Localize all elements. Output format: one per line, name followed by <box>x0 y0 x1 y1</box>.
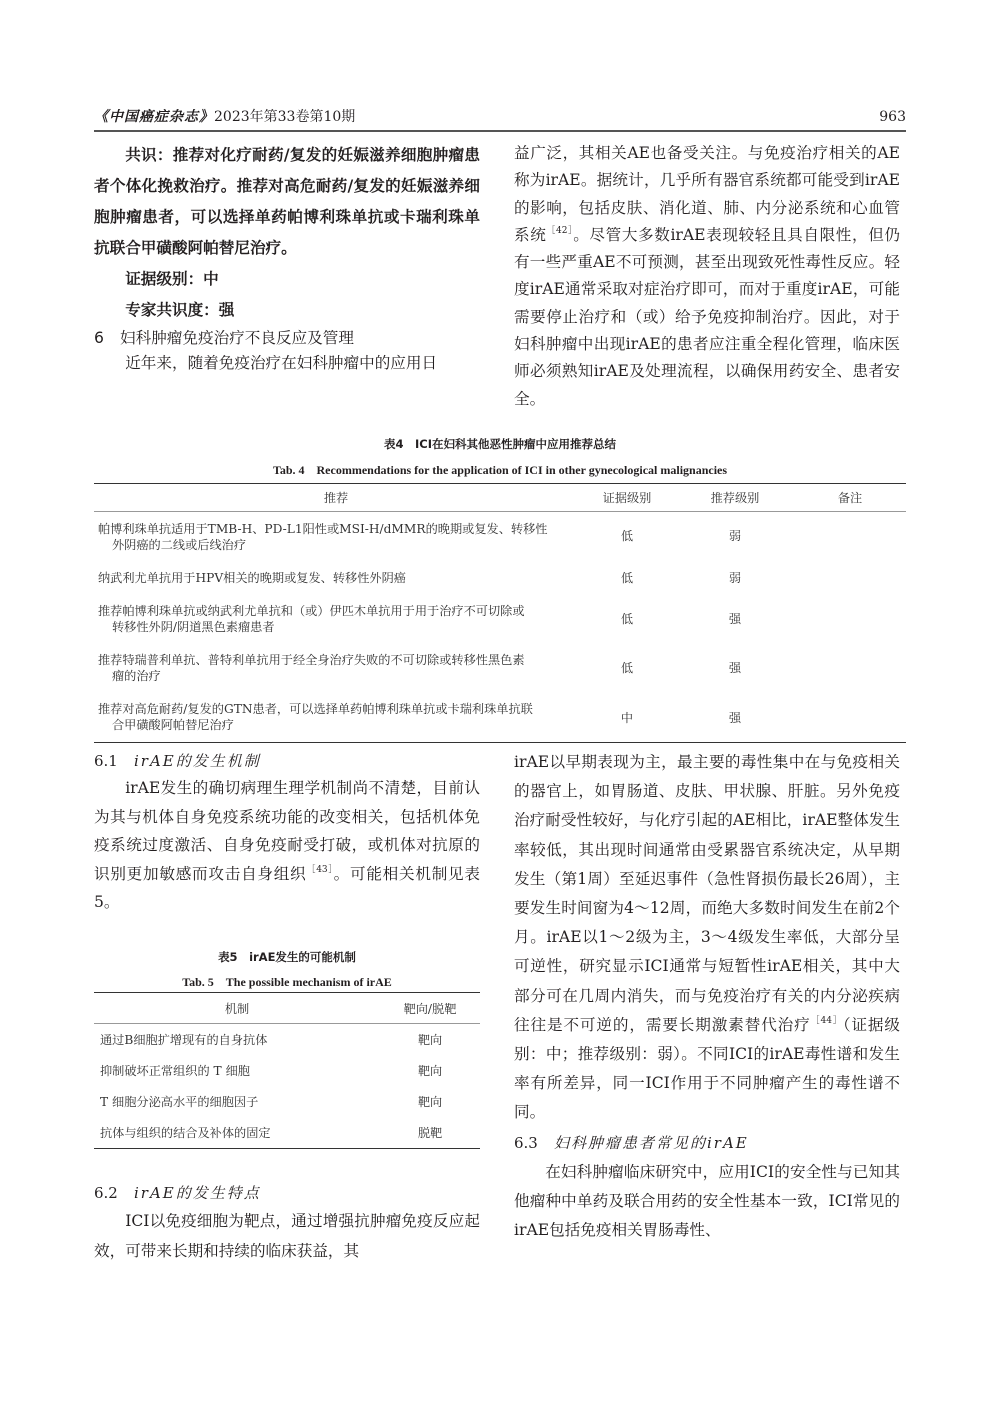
recommendation-cell <box>94 694 578 743</box>
consensus-paragraph <box>94 140 480 264</box>
section-title: 妇科肿瘤患者常见的irAE <box>554 1133 749 1152</box>
cell-text: 推荐对高危耐药/复发的GTN患者，可以选择单药帕博利珠单抗或卡瑞利珠单抗联 <box>98 702 533 716</box>
recommendation-cell <box>94 596 578 642</box>
right-column-bottom <box>514 748 900 1245</box>
table-row <box>94 1117 480 1149</box>
column-header: 备注 <box>794 484 906 512</box>
section-6-heading <box>94 326 480 350</box>
left-column-top <box>94 140 480 376</box>
citation-44[interactable]: ［44］ <box>810 1015 843 1026</box>
evidence-cell: 低 <box>620 571 634 585</box>
expert-consensus-level: 专家共识度：强 <box>125 301 235 319</box>
section-title: irAE的发生机制 <box>134 752 261 770</box>
section-6-3-heading <box>514 1128 900 1158</box>
cell-text: 瘤的治疗 <box>112 669 161 683</box>
note-cell <box>794 560 906 596</box>
note-cell <box>794 512 906 561</box>
note-cell <box>794 642 906 694</box>
target-cell: 脱靶 <box>417 1126 443 1140</box>
section-6-1-paragraph <box>94 774 480 917</box>
journal-citation <box>94 106 355 128</box>
paragraph-text: （证据级别：中；推荐级别：弱）。不同ICI的irAE毒性谱和发生率有所差异，同一ICI作用于不同肿瘤产生的毒性谱不同。 <box>514 1015 900 1122</box>
table-row <box>94 596 906 642</box>
table-4 <box>94 483 906 743</box>
grade-cell: 强 <box>728 711 742 725</box>
column-header: 推荐级别 <box>676 484 794 512</box>
right-column-top <box>514 140 900 413</box>
paragraph-text: irAE发生的确切病理生理学机制尚不清楚，目前认为其与机体自身免疫系统功能的改变相关，包括机体免疫系统过度激活、自身免疫耐受打破，或机体对抗原的识别更加敏感而攻击自身组织 <box>94 779 480 883</box>
evidence-cell: 低 <box>620 529 634 543</box>
table-header-row <box>94 993 480 1024</box>
column-header: 推荐 <box>94 484 578 512</box>
mechanism-cell: 通过B细胞扩增现有的自身抗体 <box>100 1033 268 1047</box>
target-cell: 靶向 <box>417 1095 443 1109</box>
section-number: 6.3 <box>514 1133 538 1152</box>
citation-42[interactable]: ［42］ <box>546 225 574 236</box>
table-row <box>94 694 906 743</box>
issue-info: 2023年第33卷第10期 <box>214 109 356 125</box>
column-header: 证据级别 <box>578 484 676 512</box>
table-header-row <box>94 484 906 512</box>
table-5 <box>94 992 480 1149</box>
citation-43[interactable]: ［43］ <box>306 864 334 875</box>
table-row <box>94 560 906 596</box>
cell-text: 推荐特瑞普利单抗、普特利单抗用于经全身治疗失败的不可切除或转移性黑色素 <box>98 653 525 667</box>
consensus-text: 推荐对化疗耐药/复发的妊娠滋养细胞肿瘤患者个体化挽救治疗。推荐对高危耐药/复发的妊娠滋养细胞肿瘤患者，可以选择单药帕博利珠单抗或卡瑞利珠单抗联合甲磺酸阿帕替尼治疗。 <box>94 146 480 257</box>
grade-cell: 强 <box>728 661 742 675</box>
table-5-caption-en: Tab. 5 The possible mechanism of irAE <box>182 975 392 989</box>
cell-text: 帕博利珠单抗适用于TMB-H、PD-L1阳性或MSI-H/dMMR的晚期或复发、转移性 <box>98 522 548 536</box>
section-number: 6.1 <box>94 752 118 770</box>
column-header: 靶向/脱靶 <box>380 993 480 1024</box>
cell-text: 外阴癌的二线或后线治疗 <box>112 538 247 552</box>
journal-name: 《中国癌症杂志》 <box>94 109 214 125</box>
header-divider <box>94 130 906 132</box>
table-5-caption-cn: 表5 irAE发生的可能机制 <box>218 950 356 964</box>
note-cell <box>794 694 906 743</box>
section-number: 6.2 <box>94 1184 118 1202</box>
mechanism-cell: T 细胞分泌高水平的细胞因子 <box>100 1095 259 1109</box>
cell-text: 转移性外阴/阴道黑色素瘤患者 <box>112 620 275 634</box>
paragraph-text: 益广泛，其相关AE也备受关注。与免疫治疗相关的AE称为irAE。据统计，几乎所有器官系统都可能受到irAE的影响，包括皮肤、消化道、肺、内分泌系统和心血管系统 <box>514 144 900 244</box>
recommendation-cell <box>94 560 578 596</box>
left-column-bottom <box>94 748 480 917</box>
section-6-paragraph-continued <box>514 140 900 413</box>
section-6-2-heading <box>94 1180 480 1206</box>
running-header <box>94 106 906 128</box>
mechanism-cell: 抑制破坏正常组织的 T 细胞 <box>100 1064 250 1078</box>
grade-cell: 弱 <box>728 529 742 543</box>
left-column-bottom-2 <box>94 1180 480 1266</box>
section-6-2-paragraph: ICI以免疫细胞为靶点，通过增强抗肿瘤免疫反应起效，可带来长期和持续的临床获益，其 <box>94 1212 480 1260</box>
table-4-caption-cn: 表4 ICI在妇科其他恶性肿瘤中应用推荐总结 <box>384 437 616 451</box>
target-cell: 靶向 <box>417 1033 443 1047</box>
cell-text: 推荐帕博利珠单抗或纳武利尤单抗和（或）伊匹木单抗用于用于治疗不可切除或 <box>98 604 525 618</box>
recommendation-cell <box>94 642 578 694</box>
table-row <box>94 642 906 694</box>
column-header: 机制 <box>94 993 380 1024</box>
mechanism-cell: 抗体与组织的结合及补体的固定 <box>100 1126 271 1140</box>
section-title: 妇科肿瘤免疫治疗不良反应及管理 <box>120 329 354 347</box>
section-number: 6 <box>94 329 104 347</box>
recommendation-cell <box>94 512 578 561</box>
evidence-cell: 中 <box>620 711 634 725</box>
section-6-2-paragraph-continued <box>514 748 900 1128</box>
table-row <box>94 512 906 561</box>
page-number: 963 <box>879 109 906 125</box>
evidence-cell: 低 <box>620 661 634 675</box>
paragraph-text: 。可能相关机制见表5。 <box>94 864 480 911</box>
cell-text: 合甲磺酸阿帕替尼治疗 <box>112 718 234 732</box>
section-6-1-heading <box>94 748 480 774</box>
section-6-3-paragraph: 在妇科肿瘤临床研究中，应用ICI的安全性与已知其他瘤种中单药及联合用药的安全性基本一致，ICI常见的irAE包括免疫相关胃肠毒性、 <box>514 1162 900 1240</box>
paragraph-text: 。尽管大多数irAE表现较轻且具自限性，但仍有一些严重AE不可预测，甚至出现致死性毒性反应。轻度irAE通常采取对症治疗即可，而对于重度irAE，可能需要停止治疗和（或）给予免疫抑制治疗。因此，对于妇科肿瘤中出现irAE的患者应注重全程化管理，临床医师必须熟知irAE及处理流程，以确保用药安全、患者安全。 <box>514 225 900 408</box>
consensus-label: 共识： <box>125 146 173 164</box>
table-row <box>94 1055 480 1086</box>
section-6-paragraph-start: 近年来，随着免疫治疗在妇科肿瘤中的应用日 <box>125 354 438 372</box>
table-4-caption-en: Tab. 4 Recommendations for the application of ICI in other gynecological malignancies <box>272 463 728 477</box>
section-title: irAE的发生特点 <box>134 1184 261 1202</box>
grade-cell: 弱 <box>728 571 742 585</box>
consensus-block <box>94 140 480 326</box>
note-cell <box>794 596 906 642</box>
table-row <box>94 1024 480 1056</box>
paragraph-text: irAE以早期表现为主，最主要的毒性集中在与免疫相关的器官上，如胃肠道、皮肤、甲状腺、肝脏。另外免疫治疗耐受性较好，与化疗引起的AE相比，irAE整体发生率较低，其出现时间通常由受累器官系统决定，从早期发生（第1周）至延迟事件（急性肾损伤最长26周），主要发生时间窗为4～12周，而绝大多数时间发生在前2个月。irAE以1～2级为主，3～4级发生率低，大部分呈可逆性，研究显示ICI通常与短暂性irAE相关，其中大部分可在几周内消失，而与免疫治疗有关的内分泌疾病往往是不可逆的，需要长期激素替代治疗 <box>514 753 900 1034</box>
evidence-level: 证据级别：中 <box>125 270 219 288</box>
evidence-cell: 低 <box>620 612 634 626</box>
cell-text: 纳武利尤单抗用于HPV相关的晚期或复发、转移性外阴癌 <box>98 571 406 585</box>
target-cell: 靶向 <box>417 1064 443 1078</box>
table-row <box>94 1086 480 1117</box>
grade-cell: 强 <box>728 612 742 626</box>
